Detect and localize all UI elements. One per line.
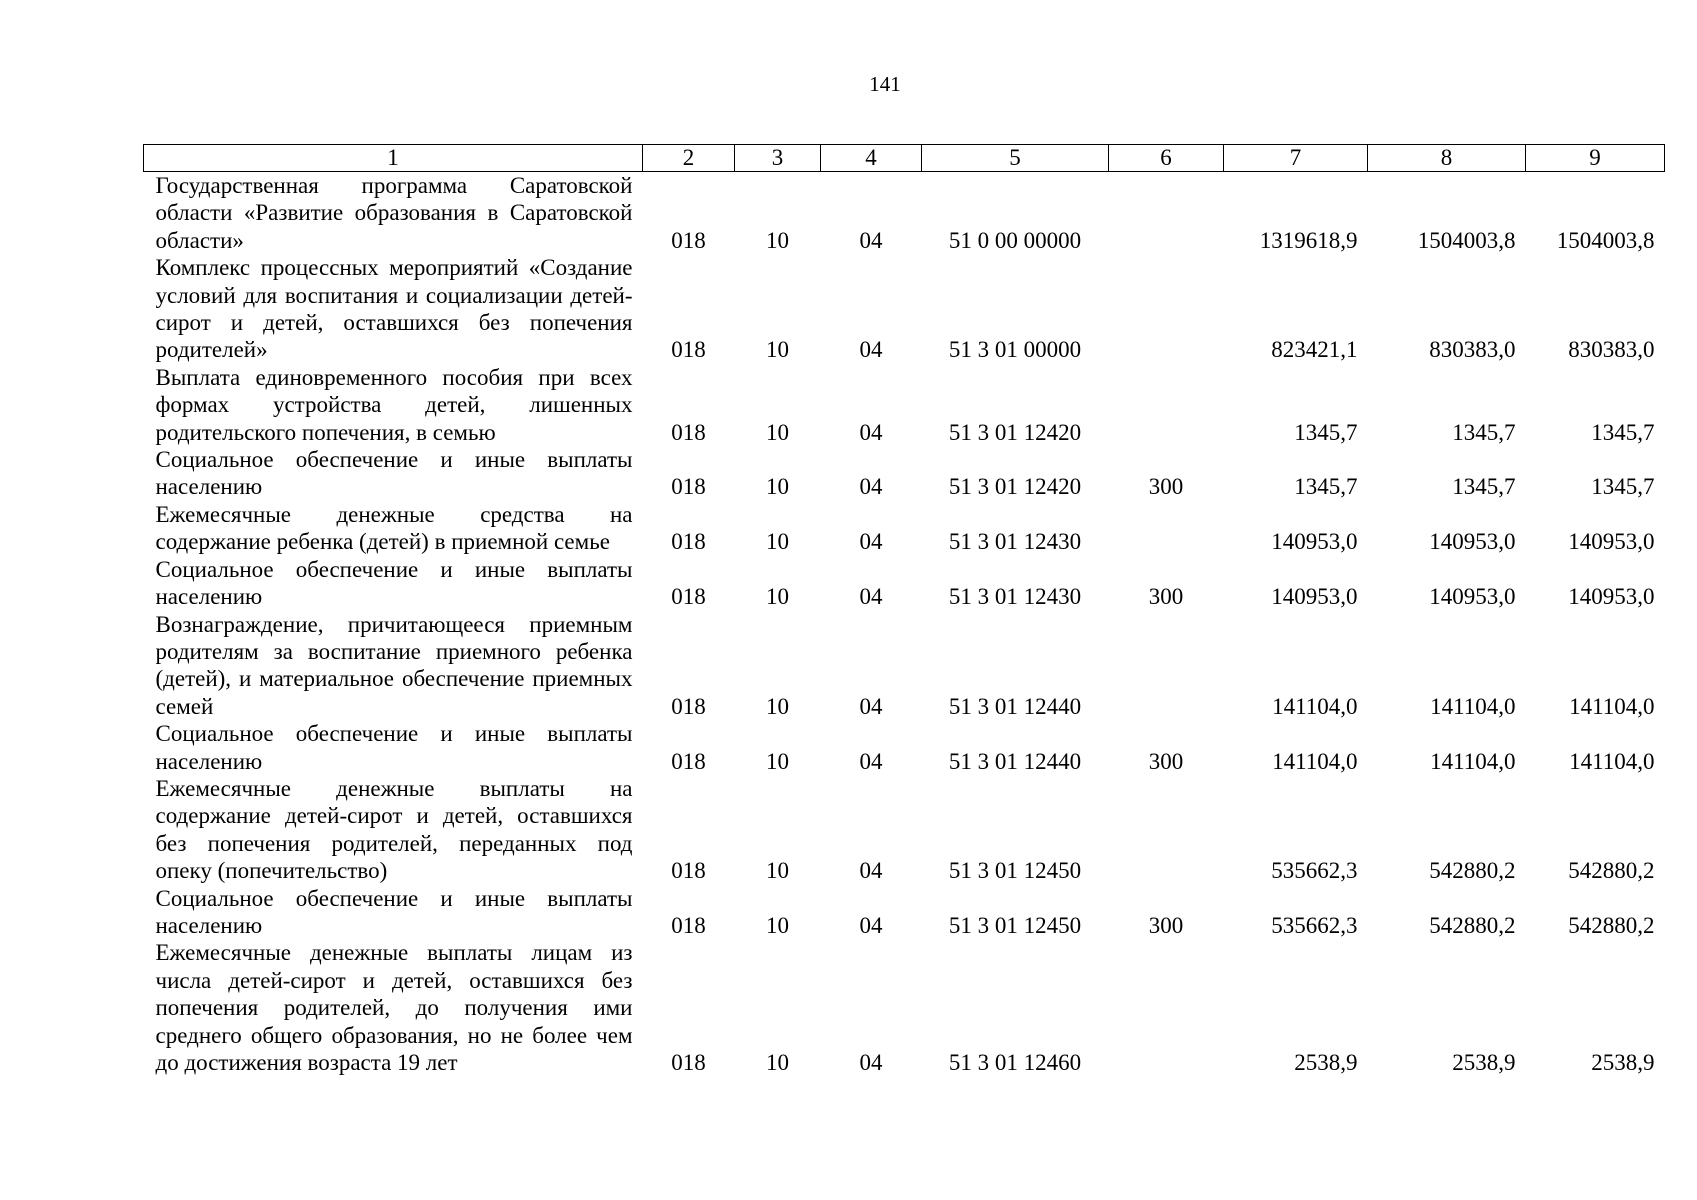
col-3-cell: 10	[766, 1050, 789, 1075]
col-5-cell: 51 3 01 12450	[948, 858, 1082, 884]
description-cell: Социальное обеспечение и иные выплаты населению	[155, 721, 633, 774]
col-3-cell: 10	[766, 419, 789, 445]
col-8-cell: 542880,2	[1429, 858, 1516, 884]
col-9-cell: 141104,0	[1569, 693, 1655, 719]
col-9-cell: 542880,2	[1568, 912, 1655, 938]
col-8-cell: 1345,7	[1452, 474, 1516, 500]
col-8-cell: 830383,0	[1429, 337, 1516, 363]
table-row	[144, 172, 1665, 255]
header-col-5: 5	[922, 145, 1109, 172]
col-2-cell: 018	[671, 419, 706, 445]
col-4-cell: 04	[859, 227, 883, 253]
col-2-cell: 018	[671, 912, 706, 938]
col-6-cell: 300	[1148, 748, 1184, 774]
col-9-cell: 1345,7	[1591, 419, 1655, 445]
col-5-cell: 51 3 01 12460	[948, 1050, 1082, 1075]
header-col-8: 8	[1368, 145, 1526, 172]
col-6-cell	[1109, 501, 1224, 556]
table-row	[144, 720, 1665, 775]
col-2-cell: 018	[671, 1050, 706, 1075]
col-8-cell: 1345,7	[1452, 419, 1516, 445]
col-6-cell	[1109, 939, 1224, 1076]
description-cell: Социальное обеспечение и иные выплаты населению	[155, 556, 633, 610]
col-6-cell	[1109, 172, 1224, 255]
col-4-cell: 04	[859, 337, 883, 363]
table-body	[144, 172, 1665, 1077]
description-cell: Выплата единовременного пособия при всех формах устройства детей, лишенных родительского попечения, в семью	[155, 364, 633, 445]
col-2-cell: 018	[671, 584, 706, 610]
col-9-cell: 141104,0	[1569, 748, 1655, 774]
col-2-cell: 018	[671, 474, 706, 500]
table-row	[144, 939, 1665, 1076]
col-9-cell: 1345,7	[1591, 474, 1655, 500]
table-row	[144, 254, 1665, 364]
header-col-6: 6	[1109, 145, 1224, 172]
col-7-cell: 2538,9	[1294, 1050, 1358, 1075]
header-col-9: 9	[1526, 145, 1665, 172]
col-3-cell: 10	[766, 227, 789, 253]
col-9-cell: 1504003,8	[1556, 227, 1655, 253]
col-5-cell: 51 3 01 12430	[948, 529, 1082, 555]
header-col-3: 3	[735, 145, 821, 172]
col-4-cell: 04	[859, 419, 883, 445]
col-8-cell: 140953,0	[1429, 584, 1516, 610]
header-col-7: 7	[1224, 145, 1368, 172]
col-7-cell: 823421,1	[1271, 337, 1358, 363]
col-6-cell	[1109, 775, 1224, 885]
col-7-cell: 141104,0	[1272, 748, 1358, 774]
col-4-cell: 04	[859, 1050, 883, 1075]
col-5-cell: 51 3 01 12440	[948, 693, 1082, 719]
col-4-cell: 04	[859, 748, 883, 774]
col-8-cell: 140953,0	[1429, 529, 1516, 555]
col-3-cell: 10	[766, 529, 789, 555]
col-7-cell: 140953,0	[1271, 584, 1358, 610]
col-5-cell: 51 3 01 12440	[948, 748, 1082, 774]
header-row	[144, 145, 1665, 172]
col-7-cell: 140953,0	[1271, 529, 1358, 555]
budget-table	[143, 144, 1665, 1076]
col-4-cell: 04	[859, 693, 883, 719]
col-2-cell: 018	[671, 529, 706, 555]
col-7-cell: 535662,3	[1271, 912, 1358, 938]
col-2-cell: 018	[671, 227, 706, 253]
description-cell: Ежемесячные денежные выплаты лицам из числа детей-сирот и детей, оставшихся без попечения родителей, до получения ими среднего общего образования, но не более чем до достижения возраста 19 лет	[155, 940, 633, 1075]
description-cell: Социальное обеспечение и иные выплаты населению	[155, 447, 633, 500]
col-6-cell	[1109, 364, 1224, 446]
col-4-cell: 04	[859, 474, 883, 500]
col-3-cell: 10	[766, 748, 789, 774]
col-5-cell: 51 0 00 00000	[948, 227, 1082, 253]
col-4-cell: 04	[859, 529, 883, 555]
col-8-cell: 2538,9	[1452, 1050, 1516, 1075]
col-4-cell: 04	[859, 858, 883, 884]
table-row	[144, 556, 1665, 611]
table-row	[144, 885, 1665, 940]
page-number: 141	[869, 72, 901, 96]
col-8-cell: 542880,2	[1429, 912, 1516, 938]
col-8-cell: 141104,0	[1430, 748, 1516, 774]
col-5-cell: 51 3 01 12420	[948, 474, 1082, 500]
col-3-cell: 10	[766, 693, 789, 719]
col-9-cell: 140953,0	[1568, 584, 1655, 610]
col-3-cell: 10	[766, 584, 789, 610]
col-2-cell: 018	[671, 748, 706, 774]
col-7-cell: 141104,0	[1272, 693, 1358, 719]
description-cell: Социальное обеспечение и иные выплаты населению	[155, 885, 633, 938]
col-6-cell: 300	[1148, 474, 1184, 500]
col-5-cell: 51 3 01 12450	[948, 912, 1082, 938]
description-cell: Комплекс процессных мероприятий «Создание условий для воспитания и социализации детей-сирот и детей, оставшихся без попечения родителей»	[155, 255, 633, 363]
col-6-cell	[1109, 611, 1224, 721]
description-cell: Вознаграждение, причитающееся приемным родителям за воспитание приемного ребенка (детей), и материальное обеспечение приемных семей	[155, 611, 633, 719]
table-row	[144, 501, 1665, 556]
col-6-cell: 300	[1148, 912, 1184, 938]
col-3-cell: 10	[766, 337, 789, 363]
col-6-cell	[1109, 254, 1224, 364]
table-row	[144, 775, 1665, 885]
col-5-cell: 51 3 01 00000	[948, 337, 1082, 363]
col-2-cell: 018	[671, 337, 706, 363]
col-8-cell: 141104,0	[1430, 693, 1516, 719]
col-9-cell: 2538,9	[1591, 1050, 1655, 1075]
table-row	[144, 446, 1665, 501]
col-5-cell: 51 3 01 12420	[948, 419, 1082, 445]
col-2-cell: 018	[671, 693, 706, 719]
table-row	[144, 364, 1665, 446]
col-8-cell: 1504003,8	[1417, 227, 1516, 253]
col-7-cell: 1345,7	[1294, 474, 1358, 500]
col-3-cell: 10	[766, 474, 789, 500]
col-4-cell: 04	[859, 584, 883, 610]
col-7-cell: 1319618,9	[1259, 227, 1358, 253]
col-9-cell: 830383,0	[1568, 337, 1655, 363]
col-5-cell: 51 3 01 12430	[948, 584, 1082, 610]
header-col-2: 2	[643, 145, 735, 172]
col-4-cell: 04	[859, 912, 883, 938]
table-row	[144, 611, 1665, 721]
header-col-1: 1	[144, 145, 643, 172]
description-cell: Ежемесячные денежные выплаты на содержание детей-сирот и детей, оставшихся без попечения родителей, переданных под опеку (попечительство)	[155, 775, 633, 884]
col-9-cell: 542880,2	[1568, 858, 1655, 884]
col-9-cell: 140953,0	[1568, 529, 1655, 555]
col-3-cell: 10	[766, 912, 789, 938]
description-cell: Ежемесячные денежные средства на содержание ребенка (детей) в приемной семье	[155, 501, 633, 555]
col-6-cell: 300	[1148, 584, 1184, 610]
description-cell: Государственная программа Саратовской области «Развитие образования в Саратовской области»	[155, 173, 633, 253]
col-7-cell: 535662,3	[1271, 858, 1358, 884]
header-col-4: 4	[821, 145, 922, 172]
col-2-cell: 018	[671, 858, 706, 884]
col-3-cell: 10	[766, 858, 789, 884]
col-7-cell: 1345,7	[1294, 419, 1358, 445]
